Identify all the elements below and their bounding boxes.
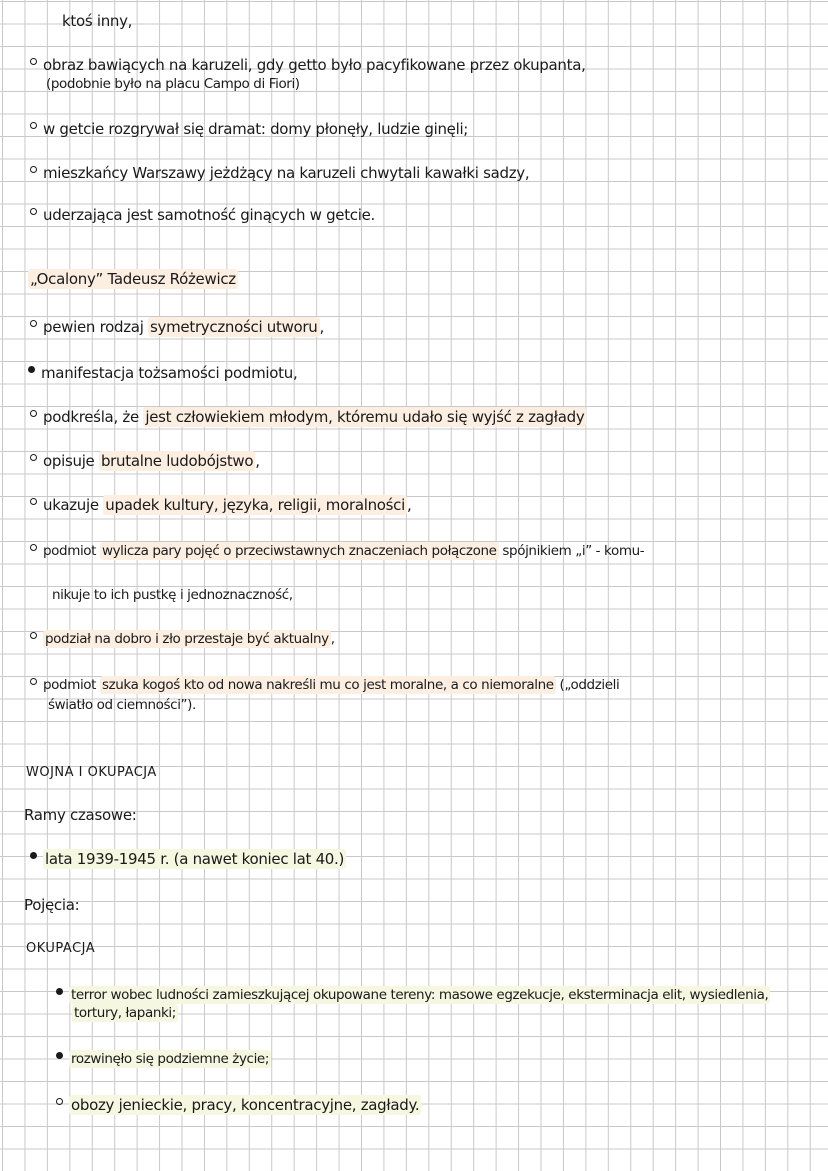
section-heading-war: WOJNA I OKUPACJA	[26, 765, 157, 780]
bullet-icon	[28, 366, 35, 373]
bullet-icon	[30, 852, 37, 859]
bullet-icon	[30, 166, 37, 173]
list-item	[56, 1096, 421, 1114]
text-segment: mieszkańcy Warszawy jeżdżący na karuzeli chwytali kawałki sadzy,	[43, 164, 530, 182]
text-segment: („oddzieli	[555, 677, 620, 693]
text-segment: podkreśla, że	[43, 408, 144, 426]
section-title-ocalony	[28, 270, 238, 288]
highlighted-text: „Ocalony” Tadeusz Różewicz	[30, 270, 236, 288]
text-segment: podmiot	[43, 677, 100, 693]
bullet-icon	[30, 122, 37, 129]
text-segment: ,	[319, 318, 324, 336]
bullet-icon	[30, 632, 37, 639]
list-item	[30, 56, 586, 74]
highlighted-text: brutalne ludobójstwo	[100, 452, 254, 470]
list-item	[30, 542, 644, 560]
bullet-icon	[56, 1052, 63, 1059]
bullet-icon	[30, 208, 37, 215]
text-segment: uderzająca jest samotność ginących w getcie.	[43, 206, 376, 224]
highlighted-text: podział na dobro i zło przestaje być aktualny	[45, 631, 329, 647]
text-segment: ,	[330, 631, 335, 647]
bullet-icon	[30, 58, 37, 65]
bullet-icon	[56, 988, 63, 995]
text-segment: pewien rodzaj	[43, 318, 149, 336]
bullet-icon	[30, 320, 37, 327]
list-item	[30, 408, 586, 426]
list-item	[30, 496, 411, 514]
bullet-icon	[30, 678, 37, 685]
list-item-continuation	[72, 1004, 178, 1022]
timeframe-label: Ramy czasowe:	[24, 806, 137, 824]
highlighted-text: terror wobec ludności zamieszkującej okupowane tereny: masowe egzekucje, eksterminacja elit, wysiedlenia,	[71, 987, 769, 1003]
highlighted-text: jest człowiekiem młodym, któremu udało się wyjść z zagłady	[145, 408, 585, 426]
list-item	[28, 364, 297, 382]
text-segment: ukazuje	[43, 496, 104, 514]
highlighted-text: obozy jenieckie, pracy, koncentracyjne, zagłady.	[71, 1096, 420, 1114]
text-segment: obraz bawiących na karuzeli, gdy getto było pacyfikowane przez okupanta,	[43, 56, 586, 74]
highlighted-text: rozwinęło się podziemne życie;	[71, 1051, 269, 1067]
bullet-icon	[30, 498, 37, 505]
highlighted-text: lata 1939-1945 r. (a nawet koniec lat 40.)	[45, 850, 345, 868]
list-item	[30, 164, 529, 182]
text-segment: spójnikiem „i” - komu-	[498, 543, 645, 559]
bullet-icon	[30, 410, 37, 417]
list-item	[30, 676, 619, 694]
list-item	[30, 630, 335, 648]
highlighted-text: tortury, łapanki;	[74, 1005, 176, 1021]
list-item	[30, 120, 468, 138]
text-segment: ,	[407, 496, 412, 514]
list-item	[30, 850, 346, 868]
text-segment: podmiot	[43, 543, 100, 559]
continuation-text: ktoś inny,	[62, 12, 133, 30]
list-item	[30, 206, 375, 224]
list-item	[56, 986, 770, 1004]
list-item-continuation: nikuje to ich pustkę i jednoznaczność,	[52, 587, 293, 603]
text-segment: opisuje	[43, 452, 99, 470]
concepts-label: Pojęcia:	[24, 896, 80, 914]
highlighted-text: symetryczności utworu	[150, 318, 318, 336]
concept-title: OKUPACJA	[26, 941, 96, 956]
text-segment: ,	[255, 452, 260, 470]
list-item	[30, 318, 324, 336]
list-item-continuation: światło od ciemności”).	[48, 697, 196, 713]
bullet-icon	[30, 454, 37, 461]
text-segment: manifestacja tożsamości podmiotu,	[41, 364, 298, 382]
list-item	[30, 452, 260, 470]
highlighted-text: upadek kultury, języka, religii, moralności	[105, 496, 405, 514]
highlighted-text: wylicza pary pojęć o przeciwstawnych znaczeniach połączone	[101, 543, 497, 559]
bullet-icon	[30, 544, 37, 551]
bullet-icon	[56, 1098, 63, 1105]
list-item-continuation: (podobnie było na placu Campo di Fiori)	[46, 76, 300, 92]
highlighted-text: szuka kogoś kto od nowa nakreśli mu co jest moralne, a co niemoralne	[101, 677, 554, 693]
text-segment: w getcie rozgrywał się dramat: domy płonęły, ludzie ginęli;	[43, 120, 469, 138]
list-item	[56, 1050, 271, 1068]
